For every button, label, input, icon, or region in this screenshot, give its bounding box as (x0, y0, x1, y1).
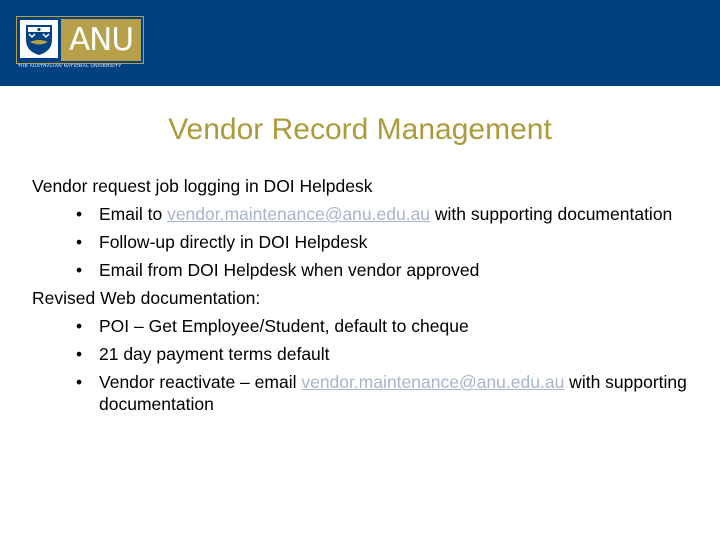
list-item (32, 200, 692, 228)
bullet-icon: • (76, 260, 83, 280)
slide-title: Vendor Record Management (168, 113, 552, 146)
bullet-icon: • (76, 204, 83, 224)
section-heading: Revised Web documentation: (32, 288, 261, 308)
bullet-list (32, 200, 692, 284)
slide-content (32, 172, 692, 418)
crest-icon (20, 20, 58, 58)
anu-logo[interactable] (16, 16, 144, 64)
section-heading: Vendor request job logging in DOI Helpdesk (32, 176, 373, 196)
section-web-documentation (32, 284, 692, 418)
bullet-text-after: with supporting documentation (99, 372, 687, 414)
bullet-text (99, 368, 692, 418)
email-link[interactable]: vendor.maintenance@anu.edu.au (167, 204, 431, 224)
bullet-text: POI – Get Employee/Student, default to cheque (99, 316, 469, 336)
bullet-text: 21 day payment terms default (99, 344, 330, 364)
section-vendor-request (32, 172, 692, 284)
bullet-text-before: Email to (99, 204, 168, 224)
bullet-text: Email from DOI Helpdesk when vendor approved (99, 260, 480, 280)
list-item (32, 312, 692, 340)
anu-wordmark: ANU (61, 19, 141, 61)
bullet-text-after: with supporting documentation (430, 204, 673, 224)
bullet-icon: • (76, 372, 83, 392)
list-item (32, 228, 692, 256)
bullet-text (99, 200, 692, 228)
list-item (32, 256, 692, 284)
header-banner (0, 0, 720, 86)
bullet-list (32, 312, 692, 418)
email-link[interactable]: vendor.maintenance@anu.edu.au (301, 372, 565, 392)
bullet-icon: • (76, 344, 83, 364)
bullet-text: Follow-up directly in DOI Helpdesk (99, 232, 368, 252)
bullet-icon: • (76, 232, 83, 252)
bullet-text-before: Vendor reactivate – email (99, 372, 302, 392)
list-item (32, 340, 692, 368)
bullet-icon: • (76, 316, 83, 336)
list-item (32, 368, 692, 418)
university-name: THE AUSTRALIAN NATIONAL UNIVERSITY (18, 63, 122, 68)
